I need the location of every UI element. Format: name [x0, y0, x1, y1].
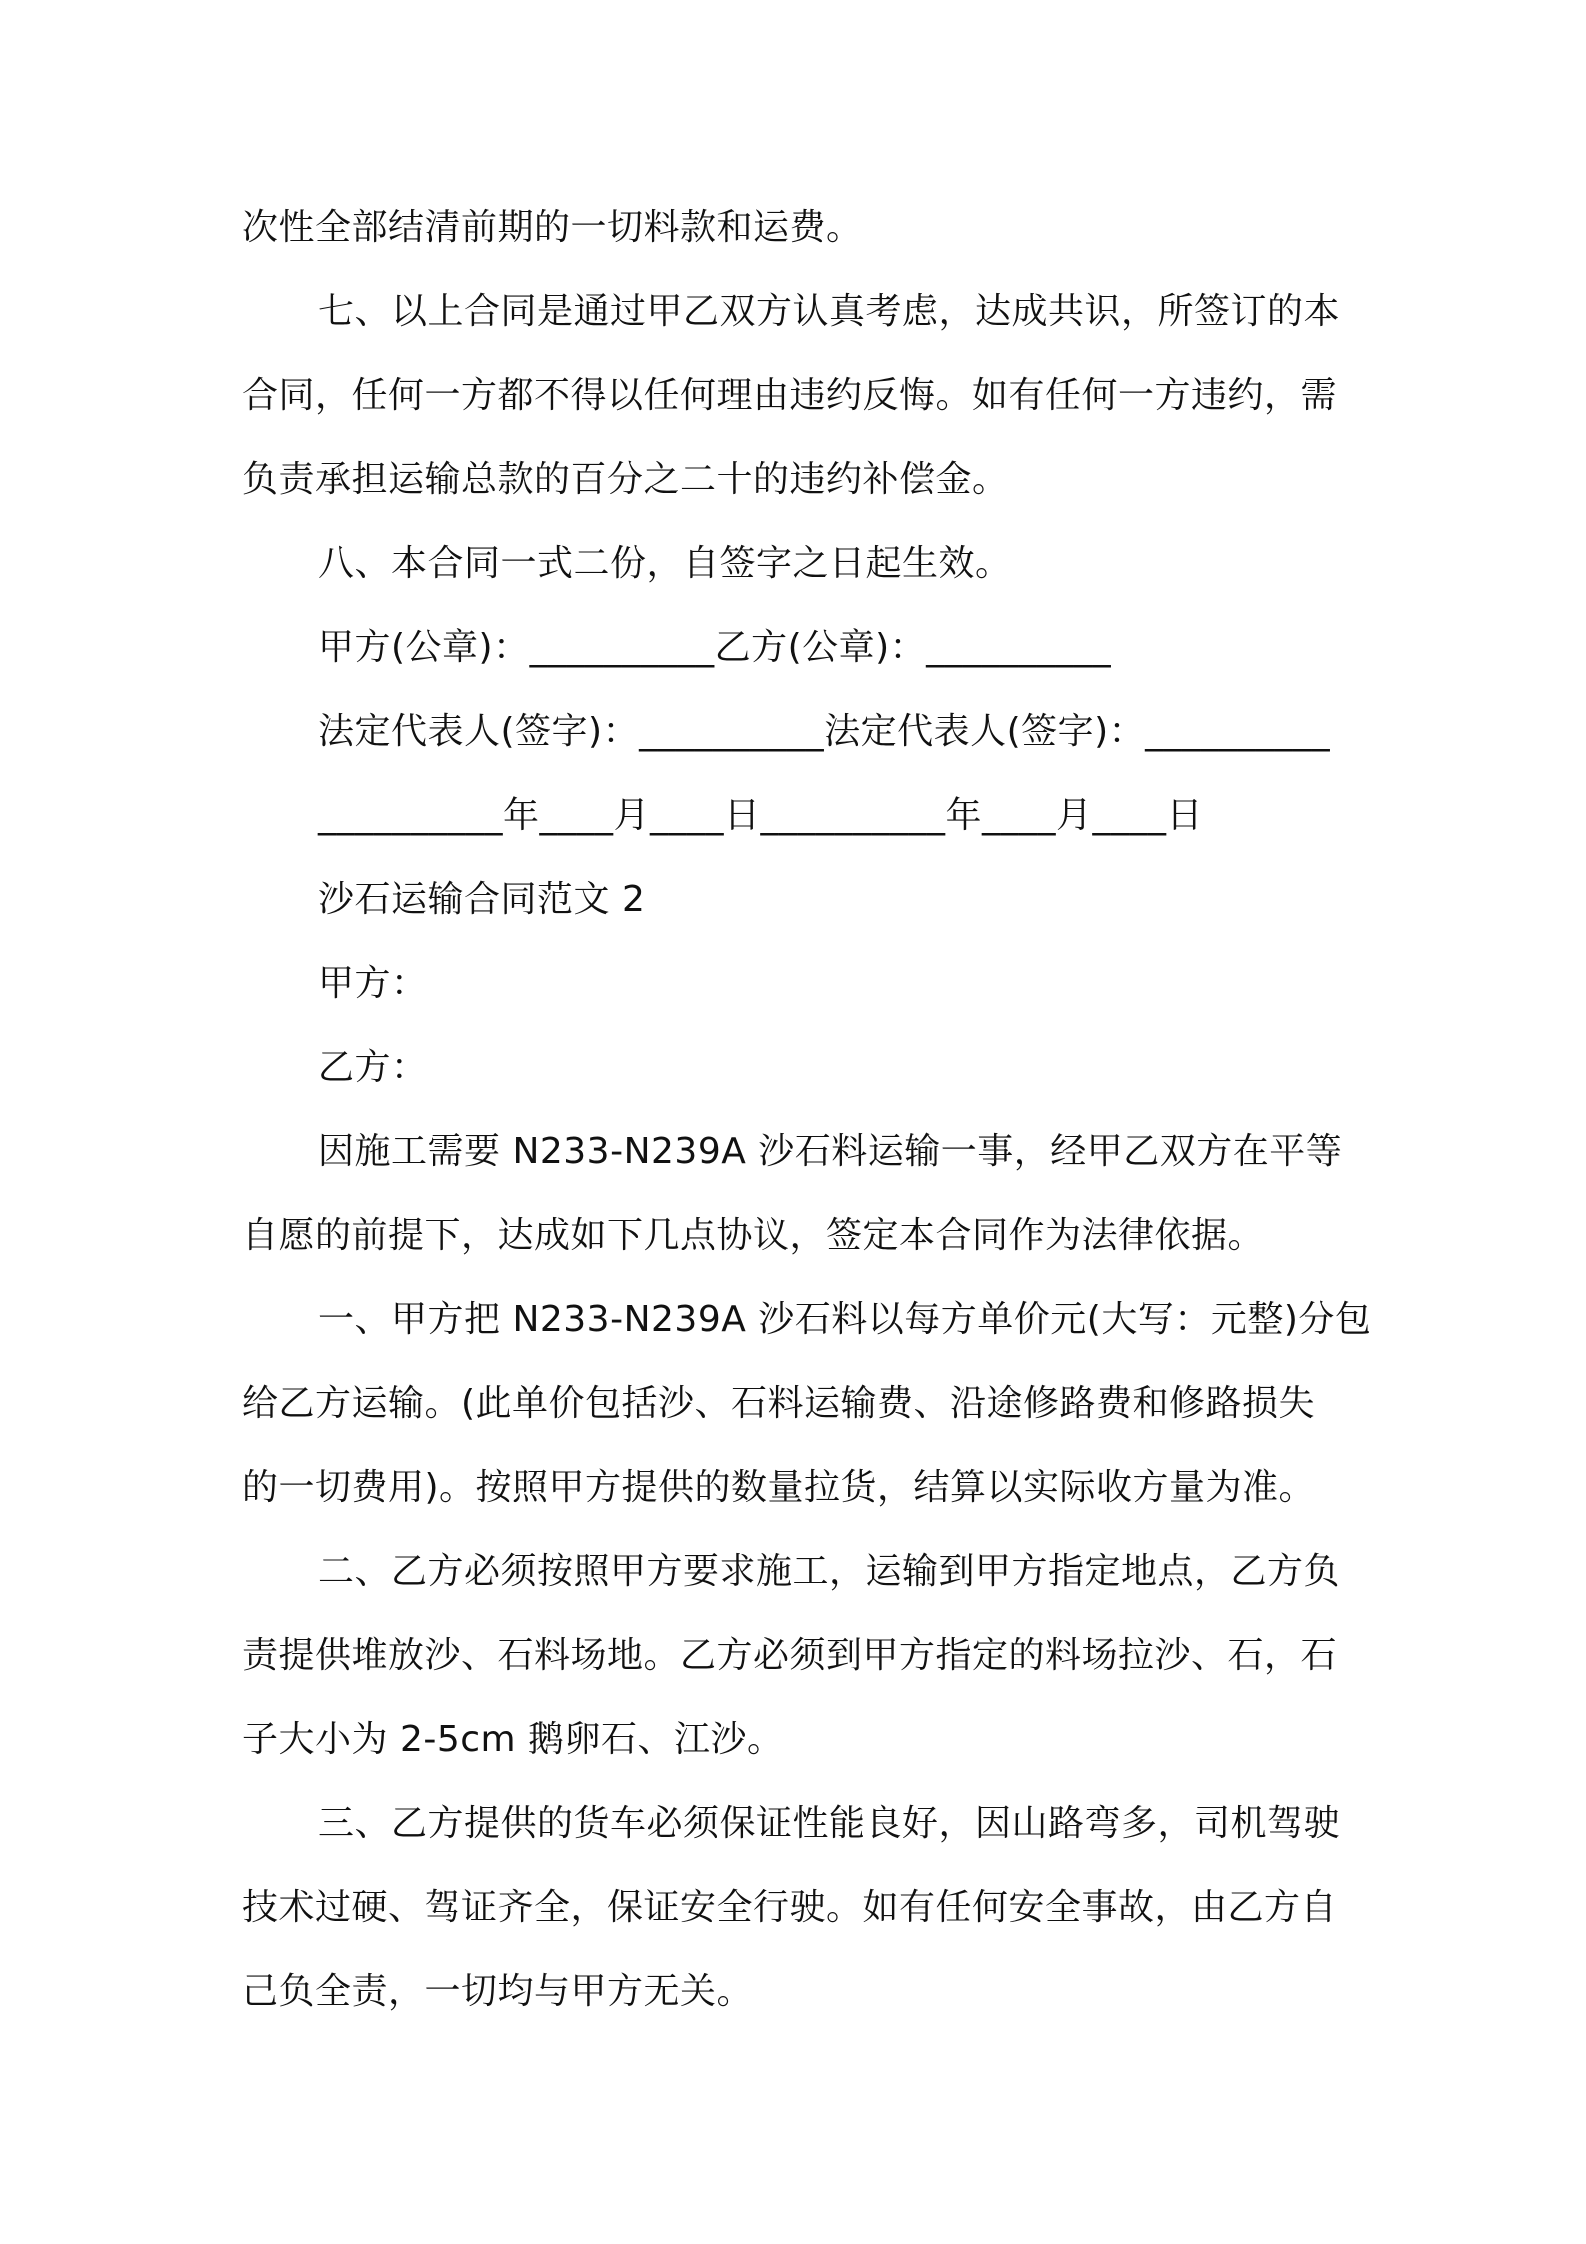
text-line: 三、乙方提供的货车必须保证性能良好，因山路弯多，司机驾驶 [318, 1803, 1341, 1844]
text-line: 己负全责，一切均与甲方无关。 [242, 1971, 754, 2012]
text-line: 给乙方运输。(此单价包括沙、石料运输费、沿途修路费和修路损失 [242, 1383, 1316, 1424]
party-a-label: 甲方： [318, 963, 428, 1004]
text-line: 一、甲方把 N233-N239A 沙石料以每方单价元(大写：元整)分包 [318, 1299, 1372, 1340]
signature-line: 法定代表人(签字)：__________法定代表人(签字)：__________ [318, 711, 1331, 752]
text-line: 合同，任何一方都不得以任何理由违约反悔。如有任何一方违约，需 [242, 375, 1338, 416]
party-b-label: 乙方： [318, 1047, 428, 1088]
date-line: __________年____月____日__________年____月____日 [318, 795, 1203, 836]
text-line: 七、以上合同是通过甲乙双方认真考虑，达成共识，所签订的本 [318, 291, 1341, 332]
text-line: 责提供堆放沙、石料场地。乙方必须到甲方指定的料场拉沙、石，石 [242, 1635, 1338, 1676]
text-line: 因施工需要 N233-N239A 沙石料运输一事，经甲乙双方在平等 [318, 1131, 1343, 1172]
text-line: 自愿的前提下，达成如下几点协议，签定本合同作为法律依据。 [242, 1215, 1265, 1256]
text-line: 子大小为 2-5cm 鹅卵石、江沙。 [242, 1719, 784, 1760]
text-line: 八、本合同一式二份，自签字之日起生效。 [318, 543, 1012, 584]
text-line: 技术过硬、驾证齐全，保证安全行驶。如有任何安全事故，由乙方自 [242, 1887, 1338, 1928]
text-line: 次性全部结清前期的一切料款和运费。 [242, 207, 863, 248]
section-title: 沙石运输合同范文 2 [318, 879, 646, 920]
text-line: 的一切费用)。按照甲方提供的数量拉货，结算以实际收方量为准。 [242, 1467, 1316, 1508]
signature-line: 甲方(公章)：__________乙方(公章)：__________ [318, 627, 1112, 668]
text-line: 二、乙方必须按照甲方要求施工，运输到甲方指定地点，乙方负 [318, 1551, 1341, 1592]
text-line: 负责承担运输总款的百分之二十的违约补偿金。 [242, 459, 1009, 500]
